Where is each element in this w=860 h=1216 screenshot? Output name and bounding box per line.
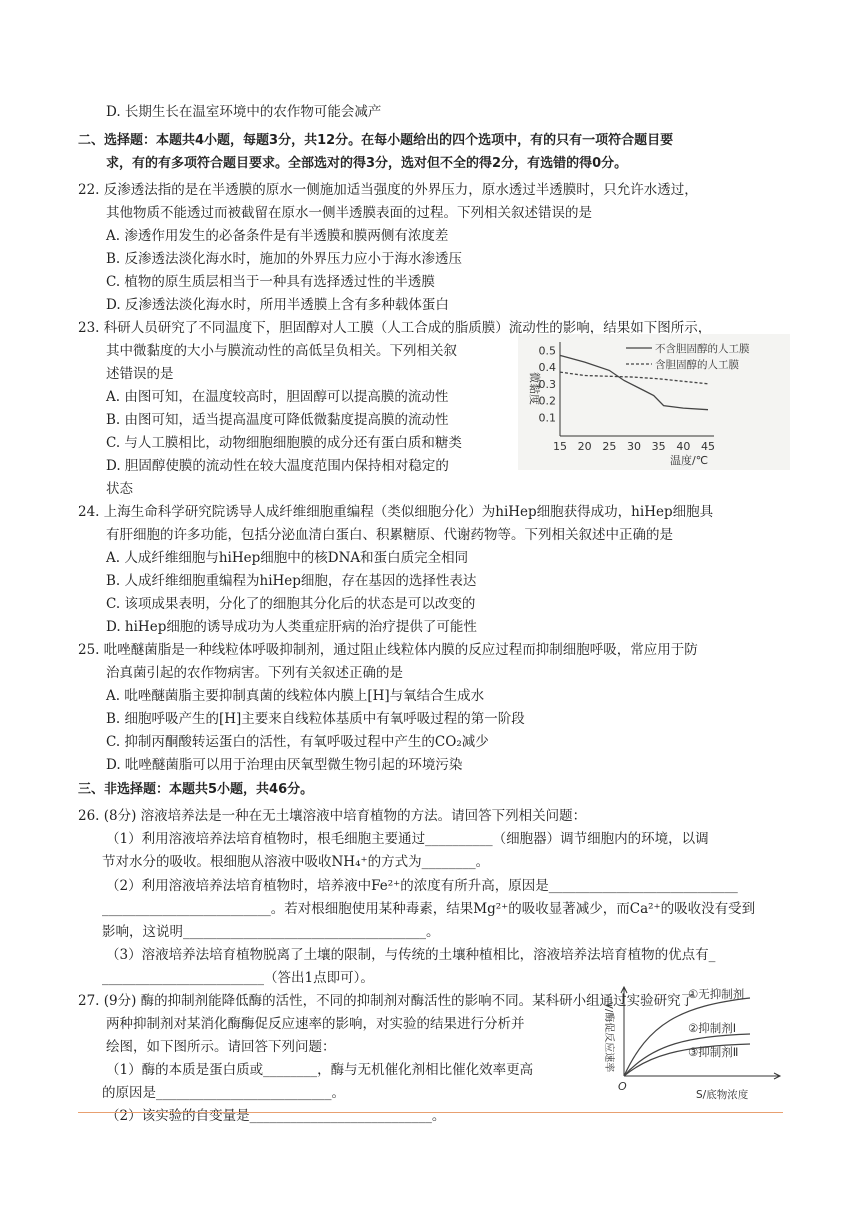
section2-heading: 二、选择题：本题共4小题，每题3分，共12分。在每小题给出的四个选项中，有的只有一项符合题目要 [78, 133, 674, 148]
chart2-curve-label: ①无抑制剂 [688, 987, 745, 1001]
footer-rule [78, 1112, 783, 1113]
q25-stem: 25. 吡唑醚菌脂是一种线粒体呼吸抑制剂，通过阻止线粒体内膜的反应过程而抑制细胞呼吸，常应用于防 [78, 642, 698, 658]
q26-part3-cont: ________________________（答出1点即可）。 [102, 970, 374, 986]
chart1-y-tick: 0.4 [538, 361, 556, 375]
chart1-x-tick: 45 [701, 440, 715, 453]
section2-heading-cont: 求，有的有多项符合题目要求。全部选对的得3分，选对但不全的得2分，有选错的得0分。 [106, 156, 628, 171]
chart1-legend-label: 不含胆固醇的人工膜 [655, 343, 750, 355]
q24-stem-cont: 有肝细胞的许多功能，包括分泌血清白蛋白、积累糖原、代谢药物等。下列相关叙述中正确的是 [106, 527, 673, 543]
q26-part2: （2）利用溶液培养法培育植物时，培养液中Fe²⁺的浓度有所升高，原因是____________________________ [106, 878, 738, 894]
q23-option-a: A. 由图可知，在温度较高时，胆固醇可以提高膜的流动性 [106, 389, 449, 405]
chart1-x-tick: 40 [676, 440, 691, 453]
q27-stem-cont2: 绘图，如下图所示。请回答下列问题： [106, 1039, 336, 1055]
q24-option-d: D. hiHep细胞的诱导成功为人类重症肝病的治疗提供了可能性 [106, 619, 477, 635]
q23-option-d-cont: 状态 [106, 481, 133, 497]
q22-stem-cont: 其他物质不能透过而被截留在原水一侧半透膜表面的过程。下列相关叙述错误的是 [106, 205, 592, 221]
chart1-xlabel: 温度/℃ [670, 454, 709, 467]
q21-option-d: D. 长期生长在温室环境中的农作物可能会减产 [106, 104, 382, 120]
chart1-x-tick: 15 [553, 440, 567, 453]
q26-part3: （3）溶液培养法培育植物脱离了土壤的限制，与传统的土壤种植相比，溶液培养法培育植物的优点有_ [106, 947, 716, 963]
q22-option-b: B. 反渗透法淡化海水时，施加的外界压力应小于海水渗透压 [106, 251, 463, 267]
q25-option-c: C. 抑制丙酮酸转运蛋白的活性，有氧呼吸过程中产生的CO₂减少 [106, 734, 489, 750]
q26-stem: 26. (8分) 溶液培养法是一种在无土壤溶液中培育植物的方法。请回答下列相关问题： [78, 808, 587, 824]
q26-part1-cont: 节对水分的吸收。根细胞从溶液中吸收NH₄⁺的方式为________。 [102, 854, 490, 870]
q22-option-d: D. 反渗透法淡化海水时，所用半透膜上含有多种载体蛋白 [106, 297, 449, 313]
viscosity-chart [518, 334, 790, 470]
enzyme-rate-chart [600, 984, 784, 1104]
chart1-ylabel: 微黏度 [528, 372, 541, 405]
q25-option-d: D. 吡唑醚菌脂可以用于治理由厌氧型微生物引起的环境污染 [106, 757, 463, 773]
q22-stem: 22. 反渗透法指的是在半透膜的原水一侧施加适当强度的外界压力，原水透过半透膜时，只允许水透过， [78, 182, 698, 198]
chart1-x-tick: 35 [651, 440, 666, 453]
q26-part2-cont2: 影响，这说明____________________________________。 [102, 924, 440, 940]
q27-stem: 27. (9分) 酶的抑制剂能降低酶的活性，不同的抑制剂对酶活性的影响不同。某科研小组通过实验研究了 [78, 993, 695, 1009]
q27-part1: （1）酶的本质是蛋白质或________，酶与无机催化剂相比催化效率更高 [106, 1062, 534, 1078]
q23-option-b: B. 由图可知，适当提高温度可降低微黏度提高膜的流动性 [106, 412, 449, 428]
q22-option-c: C. 植物的原生质层相当于一种具有选择透过性的半透膜 [106, 274, 435, 290]
q24-option-c: C. 该项成果表明，分化了的细胞其分化后的状态是可以改变的 [106, 596, 476, 612]
q27-part1-cont: 的原因是__________________________。 [102, 1085, 345, 1101]
chart1-y-tick: 0.3 [538, 377, 556, 391]
chart2-curve-label: ③抑制剂Ⅱ [688, 1045, 739, 1059]
chart2-ylabel: V/酶促反应速率 [603, 1002, 614, 1073]
q24-stem: 24. 上海生命科学研究院诱导人成纤维细胞重编程（类似细胞分化）为hiHep细胞获得成功，hiHep细胞具 [78, 504, 714, 520]
chart1-y-tick: 0.2 [538, 394, 556, 408]
chart1-legend-label: 含胆固醇的人工膜 [655, 359, 739, 371]
chart1-series-line [560, 372, 708, 384]
q24-option-b: B. 人成纤维细胞重编程为hiHep细胞，存在基因的选择性表达 [106, 573, 477, 589]
chart1-y-tick: 0.1 [538, 411, 556, 425]
chart2-curve [624, 998, 750, 1076]
chart1-x-tick: 30 [627, 440, 641, 453]
chart2-xlabel: S/底物浓度 [696, 1089, 749, 1101]
q23-option-c: C. 与人工膜相比，动物细胞细胞膜的成分还有蛋白质和糖类 [106, 435, 462, 451]
q23-stem: 23. 科研人员研究了不同温度下，胆固醇对人工膜（人工合成的脂质膜）流动性的影响，结果如下图所示， [78, 320, 712, 336]
q24-option-a: A. 人成纤维细胞与hiHep细胞中的核DNA和蛋白质完全相同 [106, 550, 469, 566]
q23-stem-cont: 其中微黏度的大小与膜流动性的高低呈负相关。下列相关叙 [106, 343, 457, 359]
chart1-y-tick: 0.5 [538, 344, 556, 358]
q23-option-d: D. 胆固醇使膜的流动性在较大温度范围内保持相对稳定的 [106, 458, 449, 474]
chart1-x-tick: 20 [577, 440, 592, 453]
q25-option-b: B. 细胞呼吸产生的[H]主要来自线粒体基质中有氧呼吸过程的第一阶段 [106, 711, 525, 727]
chart2-origin: O [618, 1080, 627, 1093]
q26-part1: （1）利用溶液培养法培育植物时，根毛细胞主要通过__________（细胞器）调节细胞内的环境，以调 [106, 831, 709, 847]
q25-option-a: A. 吡唑醚菌脂主要抑制真菌的线粒体内膜上[H]与氧结合生成水 [106, 688, 485, 704]
chart1-x-tick: 25 [602, 440, 617, 453]
chart2-curve-label: ②抑制剂Ⅰ [688, 1021, 737, 1035]
section3-heading: 三、非选择题：本题共5小题，共46分。 [78, 782, 314, 797]
q27-stem-cont: 两种抑制剂对某消化酶酶促反应速率的影响，对实验的结果进行分析并 [106, 1016, 525, 1032]
q26-part2-cont: _________________________。若对根细胞使用某种毒素，结果Mg²⁺的吸收显著减少，而Ca²⁺的吸收没有受到 [102, 901, 756, 917]
q22-option-a: A. 渗透作用发生的必备条件是有半透膜和膜两侧有浓度差 [106, 228, 449, 244]
q27-part2: （2）该实验的自变量是___________________________。 [106, 1108, 446, 1124]
q23-stem-cont2: 述错误的是 [106, 366, 174, 382]
q25-stem-cont: 治真菌引起的农作物病害。下列有关叙述正确的是 [106, 665, 403, 681]
